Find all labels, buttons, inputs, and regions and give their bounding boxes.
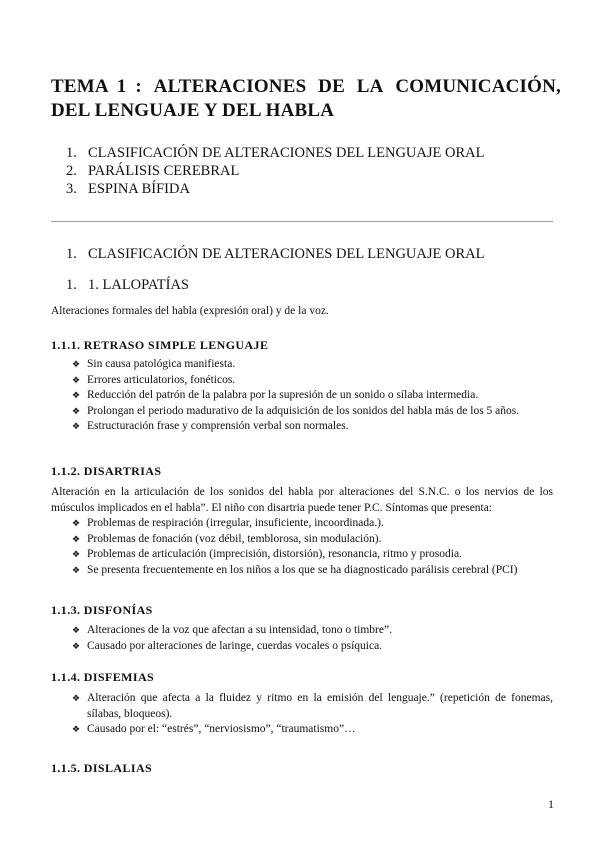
section-heading-disartrias: 1.1.2. DISARTRIAS <box>51 464 162 478</box>
diamond-bullet-icon: ❖ <box>72 405 81 416</box>
list-item: ❖ Errores articulatorios, fonéticos. <box>72 373 519 389</box>
title-line-1 <box>51 75 561 99</box>
list-item: ❖ Problemas de respiración (irregular, insuficiente, incoordinada.). <box>72 516 517 532</box>
diamond-bullet-icon: ❖ <box>72 640 81 651</box>
document-title <box>51 75 561 123</box>
title-part: ALTERACIONES <box>153 76 307 97</box>
diamond-bullet-icon: ❖ <box>72 390 81 400</box>
diamond-bullet-icon: ❖ <box>72 564 81 575</box>
list-item: ❖ Reducción del patrón de la palabra por la supresión de un sonido o sílaba intermedia. <box>72 388 519 404</box>
table-of-contents <box>66 144 484 198</box>
section-heading-disfonias: 1.1.3. DISFONÍAS <box>51 603 153 617</box>
toc-item-label: PARÁLISIS CEREBRAL <box>88 163 240 179</box>
toc-item-label: ESPINA BÍFIDA <box>88 181 190 197</box>
list-item: ❖ Prolongan el periodo madurativo de la adquisición de los sonidos del habla más de los 5 años. <box>72 404 519 420</box>
bullet-list <box>72 357 519 435</box>
section-heading: 1. CLASIFICACIÓN DE ALTERACIONES DEL LENGUAJE ORAL <box>66 246 485 262</box>
diamond-bullet-icon: ❖ <box>72 359 81 369</box>
list-item: ❖ Alteración que afecta a la fluidez y ritmo en la emisión del lenguaje.” (repetición de fonemas, sílabas, bloqueos). <box>72 691 553 722</box>
diamond-bullet-icon: ❖ <box>72 518 81 528</box>
toc-item: 3. ESPINA BÍFIDA <box>66 181 190 197</box>
diamond-bullet-icon: ❖ <box>72 374 81 385</box>
list-item: ❖ Causado por alteraciones de laringe, cuerdas vocales o psíquica. <box>72 639 392 655</box>
list-item: ❖ Causado por el: “estrés”, “nerviosismo”, “traumatismo”… <box>72 722 553 738</box>
subsection-heading: 1. 1. LALOPATÍAS <box>66 277 189 293</box>
list-item: ❖ Problemas de articulación (imprecisión, distorsión), resonancia, ritmo y prosodia. <box>72 547 517 563</box>
section-heading-retraso: 1.1.1. RETRASO SIMPLE LENGUAJE <box>51 338 269 352</box>
page-number: 1 <box>548 797 554 811</box>
bullet-list <box>72 516 517 578</box>
toc-item: 1. CLASIFICACIÓN DE ALTERACIONES DEL LENGUAJE ORAL <box>66 145 485 161</box>
title-part: TEMA 1 : <box>51 76 142 97</box>
list-item: ❖ Sin causa patológica manifiesta. <box>72 357 519 373</box>
list-item: ❖ Estructuración frase y comprensión verbal son normales. <box>72 419 519 435</box>
toc-item-label: CLASIFICACIÓN DE ALTERACIONES DEL LENGUAJE ORAL <box>88 145 485 161</box>
bullet-list <box>72 623 392 654</box>
diamond-bullet-icon: ❖ <box>72 533 81 544</box>
list-item: ❖ Alteraciones de la voz que afectan a su intensidad, tono o timbre”. <box>72 623 392 639</box>
toc-item: 2. PARÁLISIS CEREBRAL <box>66 163 240 179</box>
diamond-bullet-icon: ❖ <box>72 625 81 635</box>
diamond-bullet-icon: ❖ <box>72 724 81 734</box>
title-part: DE <box>318 76 345 97</box>
list-item: ❖ Problemas de fonación (voz débil, temblorosa, sin modulación). <box>72 532 517 548</box>
disartrias-paragraph: Alteración en la articulación de los sonidos del habla por alteraciones del S.N.C. o los nervios de los músculos implicados en el habla”. El niño con disartria puede tener P.C. Síntomas que presenta: <box>51 486 553 514</box>
bullet-list <box>72 691 553 738</box>
intro-paragraph: Alteraciones formales del habla (expresión oral) y de la voz. <box>51 305 329 317</box>
horizontal-divider <box>51 221 553 222</box>
title-line-2: DEL LENGUAJE Y DEL HABLA <box>51 100 335 121</box>
section-heading-disfemias: 1.1.4. DISFEMIAS <box>51 670 155 684</box>
diamond-bullet-icon: ❖ <box>72 549 81 559</box>
title-part: LA <box>356 76 384 97</box>
diamond-bullet-icon: ❖ <box>72 421 81 431</box>
title-part: COMUNICACIÓN, <box>395 76 561 97</box>
diamond-bullet-icon: ❖ <box>72 693 81 703</box>
section-heading-dislalias: 1.1.5. DISLALIAS <box>51 761 153 775</box>
list-item: ❖ Se presenta frecuentemente en los niños a los que se ha diagnosticado parálisis cerebral (PCI) <box>72 563 517 579</box>
